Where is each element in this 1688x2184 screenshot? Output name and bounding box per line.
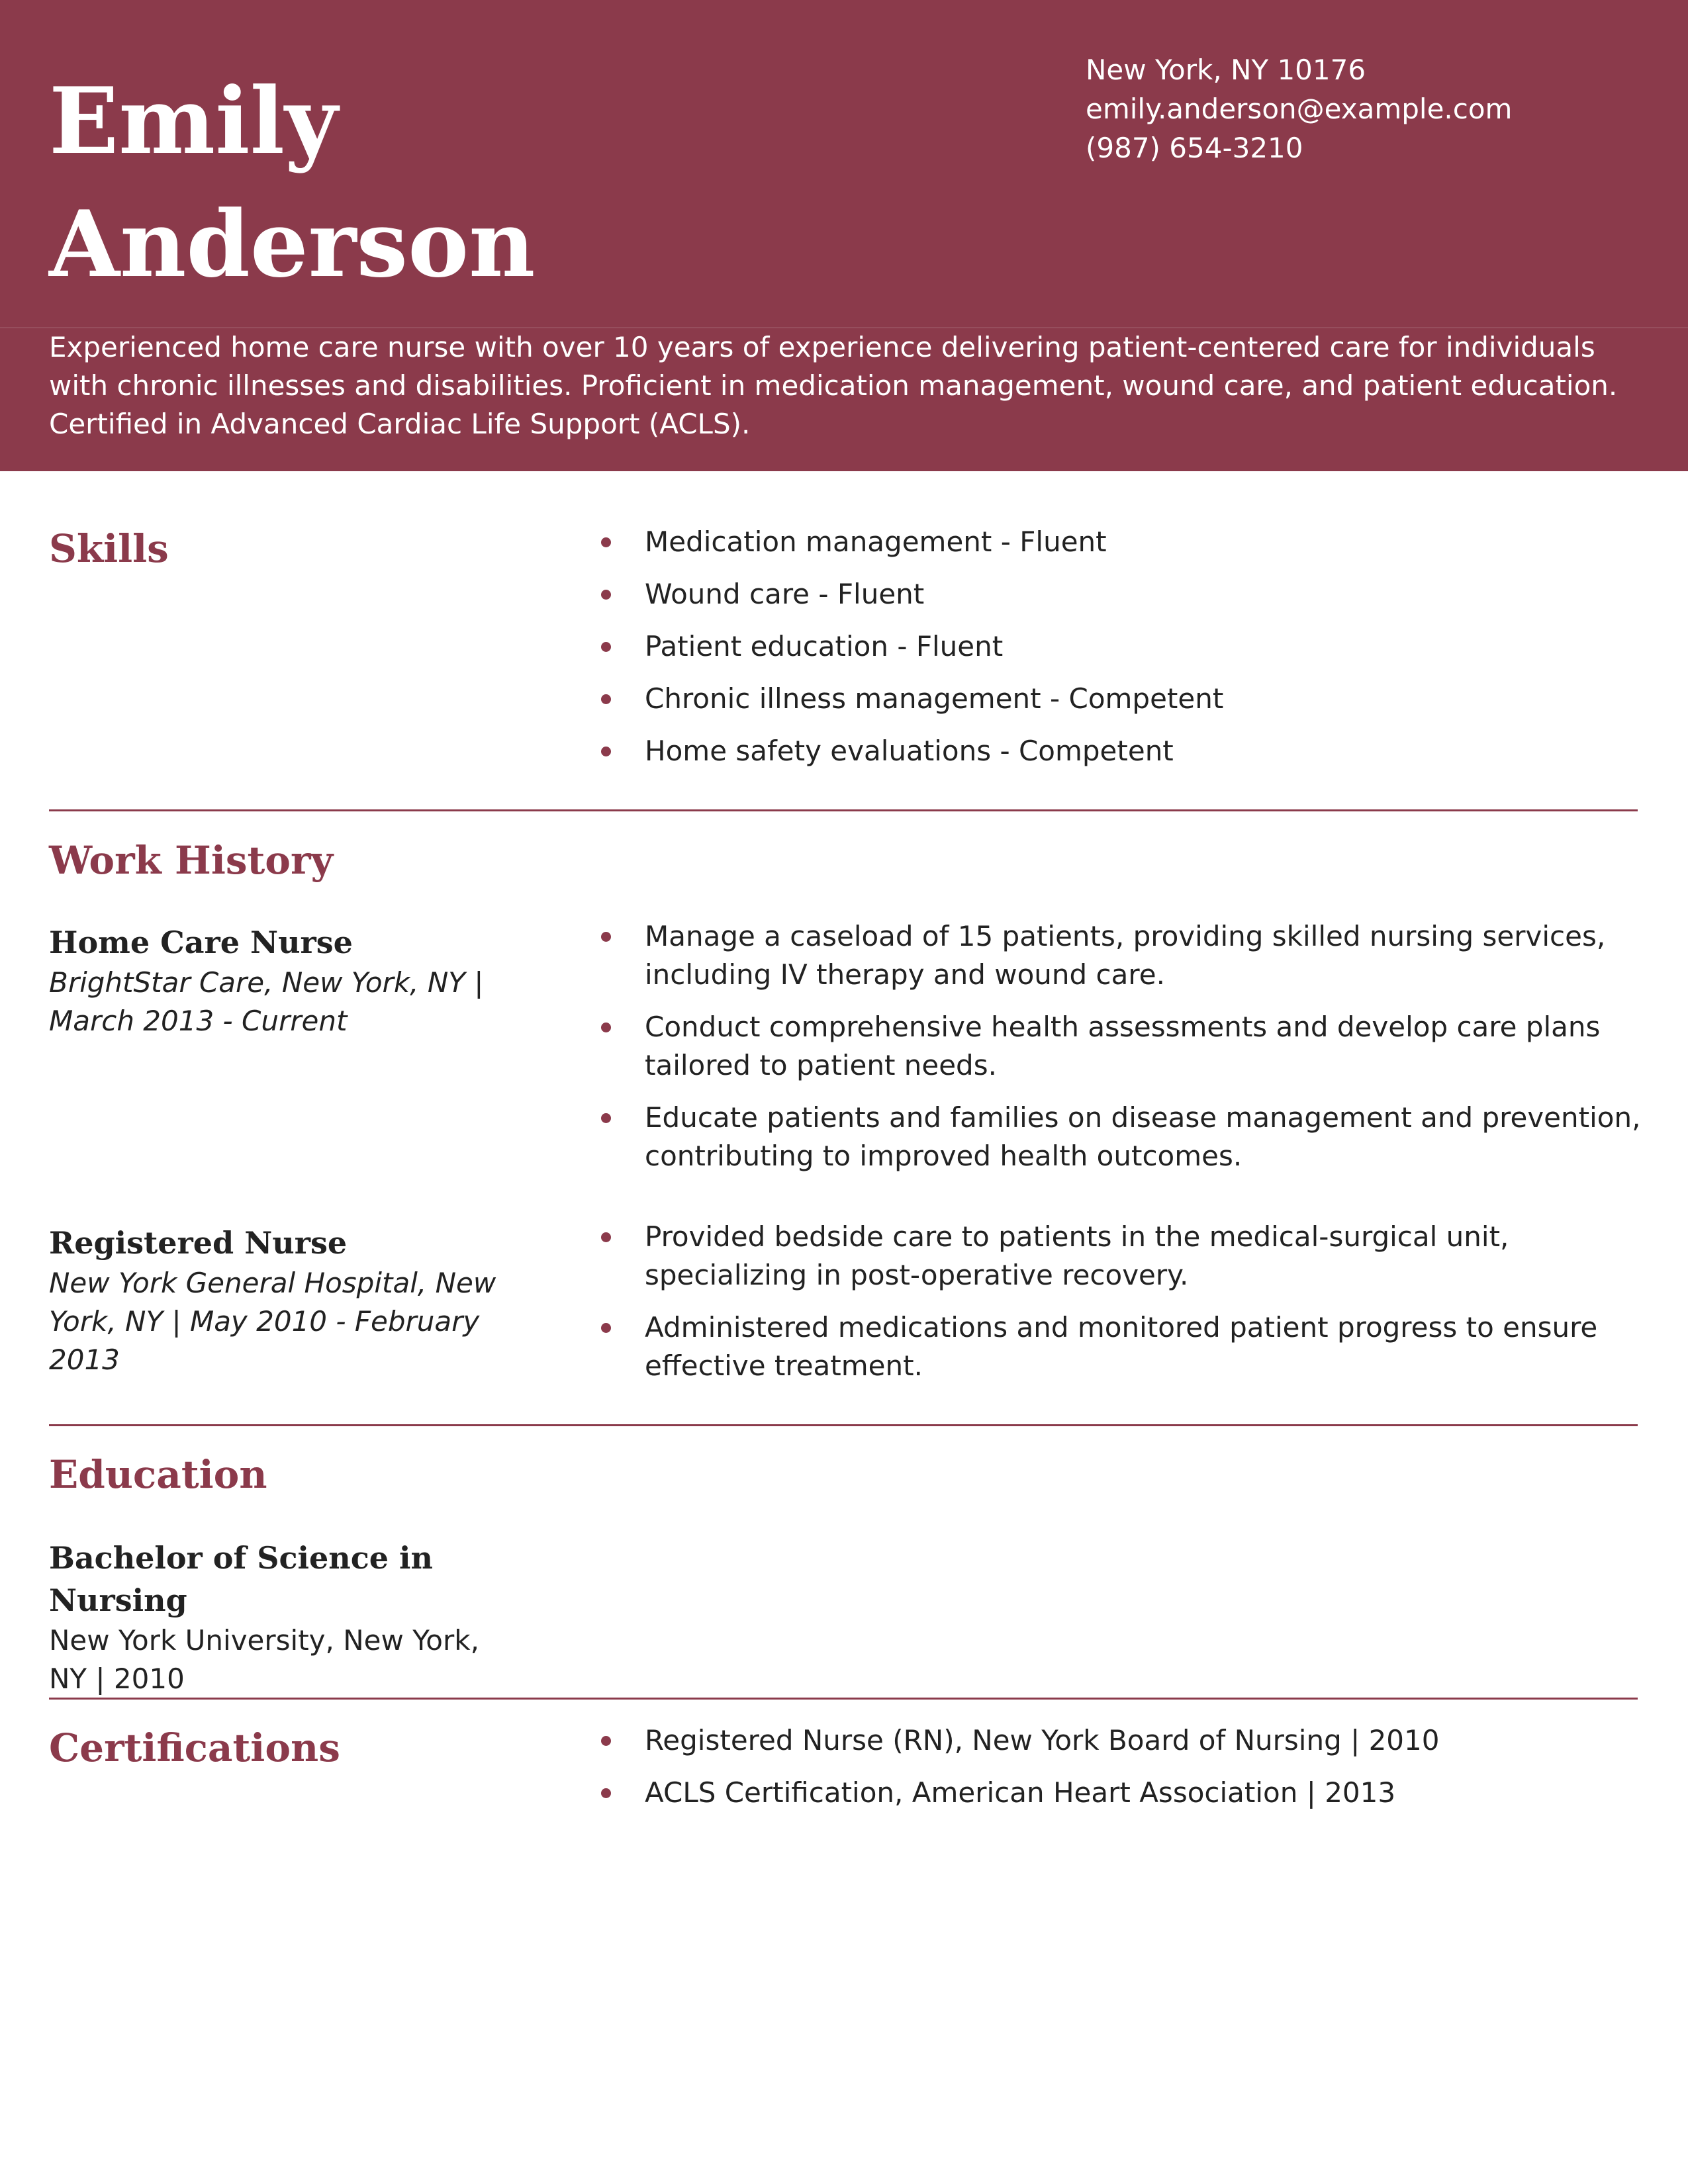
contact-phone[interactable]: (987) 654-3210 bbox=[1086, 132, 1303, 164]
job-meta: New York General Hospital, New York, NY | May 2010 - February 2013 bbox=[49, 1267, 496, 1376]
job-1-bullets bbox=[645, 917, 1644, 1189]
section-divider bbox=[49, 1424, 1638, 1426]
skills-heading: Skills bbox=[49, 526, 169, 571]
professional-summary: Experienced home care nurse with over 10 years of experience delivering patient-centered care for individuals with chronic illnesses and disabilities. Proficient in medication management, wound care, and patient education. Certified in Advanced Cardiac Life Support (ACLS). bbox=[49, 331, 1618, 440]
job-bullet: Manage a caseload of 15 patients, providing skilled nursing services, including IV therapy and wound care. bbox=[645, 917, 1644, 994]
job-bullet: Conduct comprehensive health assessments and develop care plans tailored to patient needs. bbox=[645, 1008, 1644, 1085]
resume-header bbox=[0, 0, 1688, 471]
job-meta: BrightStar Care, New York, NY | March 2013 - Current bbox=[49, 966, 484, 1037]
job-entry-2 bbox=[49, 1222, 526, 1379]
job-bullet: Provided bedside care to patients in the medical-surgical unit, specializing in post-operative recovery. bbox=[645, 1218, 1644, 1295]
section-divider bbox=[49, 809, 1638, 811]
job-title: Registered Nurse bbox=[49, 1225, 348, 1261]
section-divider bbox=[49, 1698, 1638, 1700]
first-name: Emily bbox=[49, 67, 338, 175]
job-title: Home Care Nurse bbox=[49, 925, 353, 960]
certification-item: ACLS Certification, American Heart Association | 2013 bbox=[645, 1774, 1644, 1812]
job-2-bullets bbox=[645, 1218, 1644, 1399]
skill-item: Patient education - Fluent bbox=[645, 627, 1644, 666]
education-entry bbox=[49, 1537, 526, 1698]
contact-email[interactable]: emily.anderson@example.com bbox=[1086, 93, 1513, 125]
last-name: Anderson bbox=[49, 190, 536, 298]
skill-item: Wound care - Fluent bbox=[645, 575, 1644, 614]
school-info: New York University, New York, NY | 2010 bbox=[49, 1624, 479, 1695]
skill-item: Chronic illness management - Competent bbox=[645, 680, 1644, 718]
contact-info bbox=[1086, 50, 1512, 167]
skill-item: Medication management - Fluent bbox=[645, 523, 1644, 561]
education-heading: Education bbox=[49, 1452, 267, 1497]
job-entry-1 bbox=[49, 921, 526, 1040]
certifications-list bbox=[645, 1721, 1644, 1826]
candidate-name bbox=[49, 60, 535, 306]
contact-location: New York, NY 10176 bbox=[1086, 54, 1366, 86]
job-bullet: Educate patients and families on disease management and prevention, contributing to improved health outcomes. bbox=[645, 1099, 1644, 1175]
certification-item: Registered Nurse (RN), New York Board of Nursing | 2010 bbox=[645, 1721, 1644, 1760]
degree-title: Bachelor of Science in Nursing bbox=[49, 1540, 433, 1618]
job-bullet: Administered medications and monitored patient progress to ensure effective treatment. bbox=[645, 1308, 1644, 1385]
work-history-heading: Work History bbox=[49, 838, 334, 883]
skill-item: Home safety evaluations - Competent bbox=[645, 732, 1644, 770]
certifications-heading: Certifications bbox=[49, 1725, 340, 1770]
skills-list bbox=[645, 523, 1644, 784]
